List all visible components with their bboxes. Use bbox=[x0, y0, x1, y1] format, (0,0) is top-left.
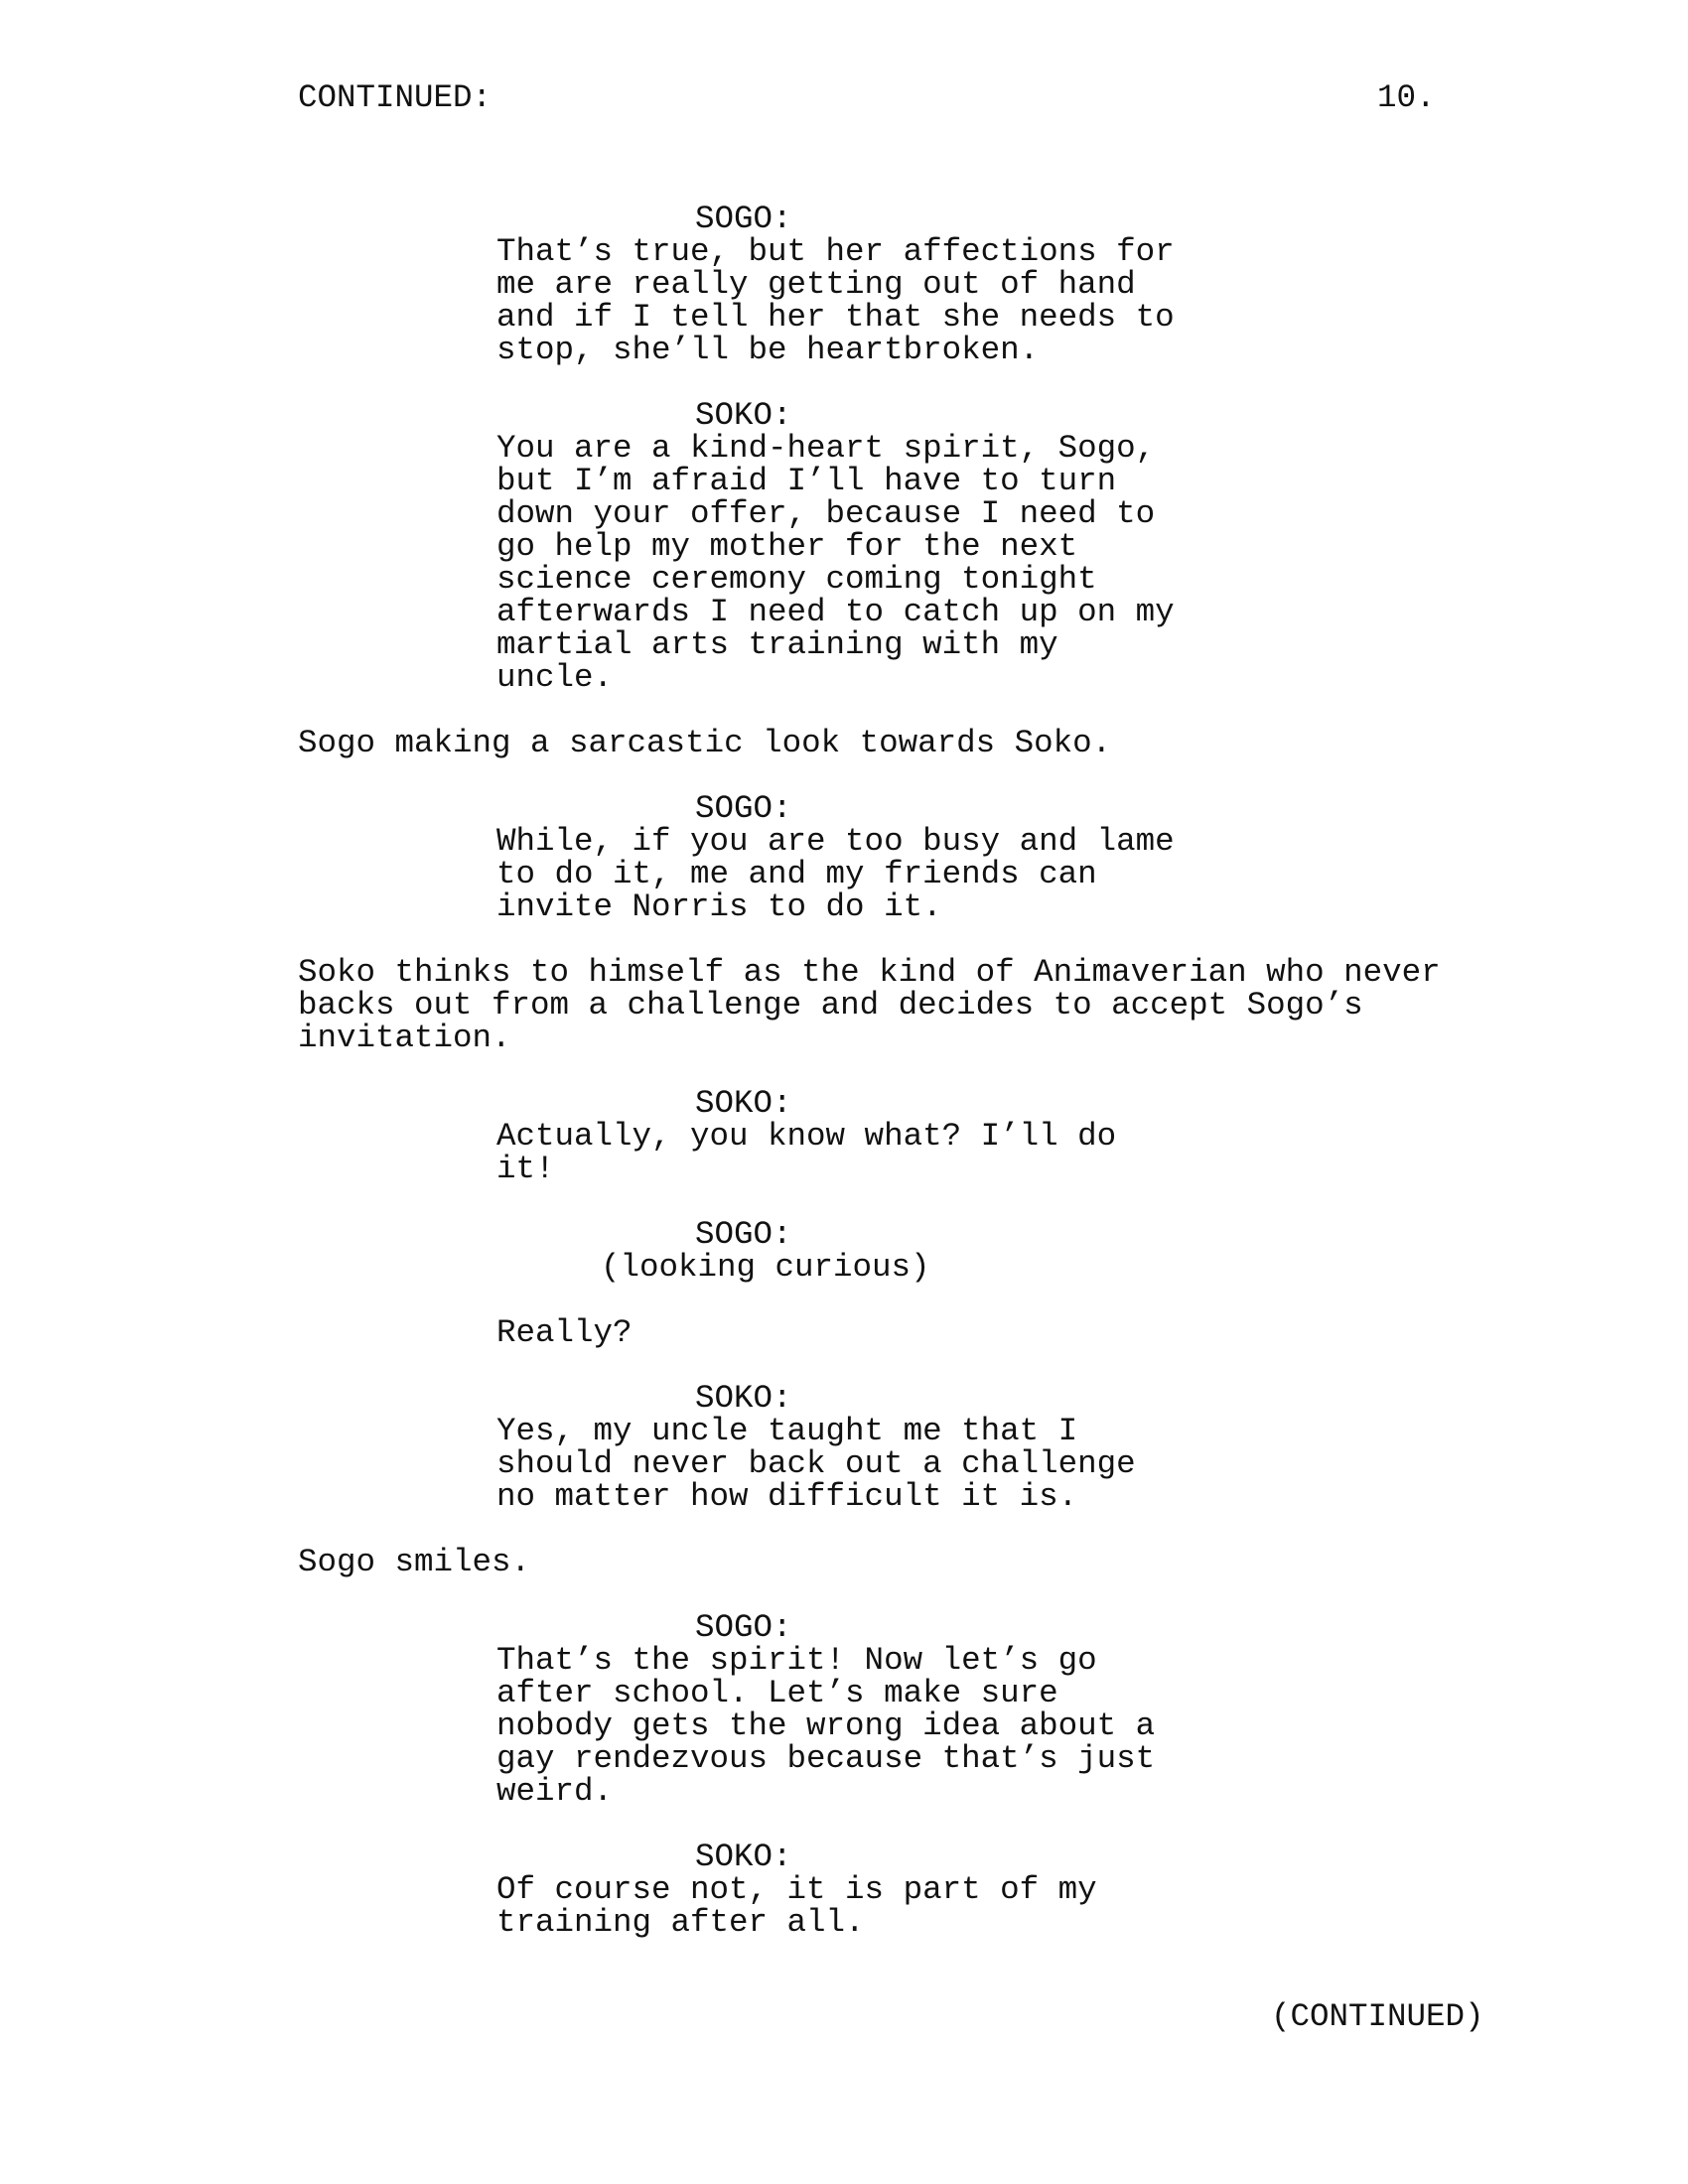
dialogue: That’s true, but her affections for me are really getting out of hand and if I tell her that she needs to stop, she’ll be heartbroken. bbox=[496, 233, 1175, 368]
character-name: SOGO: bbox=[695, 1216, 792, 1253]
character-name: SOKO: bbox=[695, 397, 792, 434]
dialogue: That’s the spirit! Now let’s go after school. Let’s make sure nobody gets the wrong idea about a gay rendezvous because that’s just weird. bbox=[496, 1642, 1156, 1810]
dialogue: Yes, my uncle taught me that I should never back out a challenge no matter how difficult it is. bbox=[496, 1413, 1136, 1515]
continued-footer: (CONTINUED) bbox=[1271, 1998, 1484, 2035]
dialogue: Really? bbox=[496, 1314, 633, 1351]
page-number: 10. bbox=[1377, 79, 1436, 116]
script-body bbox=[298, 203, 1489, 1939]
parenthetical: (looking curious) bbox=[601, 1249, 930, 1286]
character-name: SOGO: bbox=[695, 201, 792, 237]
continued-header: CONTINUED: bbox=[298, 79, 492, 116]
character-name: SOGO: bbox=[695, 790, 792, 827]
character-name: SOKO: bbox=[695, 1380, 792, 1417]
dialogue: Actually, you know what? I’ll do it! bbox=[496, 1118, 1117, 1187]
character-name: SOGO: bbox=[695, 1609, 792, 1646]
dialogue: Of course not, it is part of my training after all. bbox=[496, 1871, 1097, 1941]
dialogue: You are a kind-heart spirit, Sogo, but I’m afraid I’ll have to turn down your offer, because I need to go help my mother for the next science ceremony coming tonight afterwards I need to catch up on my martial arts training with my uncle. bbox=[496, 430, 1175, 696]
action-line: Soko thinks to himself as the kind of Animaverian who never backs out from a challenge and decides to accept Sogo’s invitation. bbox=[298, 954, 1441, 1056]
action-line: Sogo making a sarcastic look towards Soko. bbox=[298, 725, 1112, 761]
dialogue: While, if you are too busy and lame to do it, me and my friends can invite Norris to do it. bbox=[496, 823, 1175, 925]
action-line: Sogo smiles. bbox=[298, 1544, 531, 1580]
character-name: SOKO: bbox=[695, 1085, 792, 1122]
character-name: SOKO: bbox=[695, 1839, 792, 1875]
